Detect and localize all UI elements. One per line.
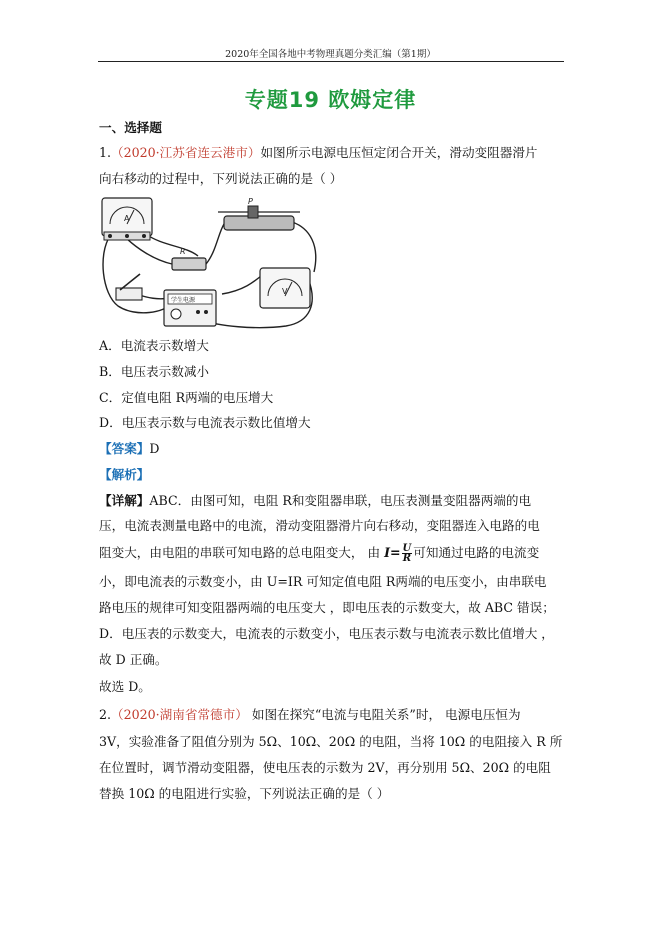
q1-option-b: B．电压表示数减小: [99, 364, 210, 379]
resistor-label: R: [180, 247, 186, 256]
section-heading: 一、选择题: [99, 120, 162, 135]
detail-text-1: ABC．由图可知，电阻 R和变阻器串联，电压表测量变阻器两端的电: [149, 493, 532, 508]
wire-rheostat-right: [292, 222, 316, 272]
answer-value: D: [149, 441, 160, 456]
page-title: 专题19 欧姆定律: [244, 88, 417, 112]
detail-line2: 压，电流表测量电路中的电流，滑动变阻器滑片向右移动，变阻器连入电路的电: [99, 518, 540, 533]
detail-line6: D．电压表的示数变大，电流表的示数变小，电压表示数与电流表示数比值增大 ，: [99, 626, 554, 641]
rheostat-icon: [218, 197, 300, 230]
switch-icon: [116, 274, 142, 300]
detail-line4: 小，即电流表的示数变小，由 U=IR 可知定值电阻 R两端的电压变小，由串联电: [99, 574, 547, 589]
q1-number: 1.: [99, 145, 112, 160]
q2-text-1: 如图在探究“电流与电阻关系”时， 电源电压恒为: [247, 707, 521, 722]
q1-source: （2020·江苏省连云港市）: [111, 145, 261, 160]
analysis-tag: 【解析】: [99, 467, 150, 482]
q1-answer: [99, 439, 159, 458]
voltmeter-label: V: [282, 287, 288, 296]
q1-option-c: C．定值电阻 R两端的电压增大: [99, 390, 274, 405]
q1-option-d: D．电压表示数与电流表示数比值增大: [99, 415, 311, 430]
answer-tag: 【答案】: [99, 441, 150, 456]
wire-ammeter-top: [146, 234, 198, 256]
q2-line4: 替换 10Ω 的电阻进行实验，下列说法正确的是（ ）: [99, 786, 390, 801]
wire-resistor-rheostat: [206, 224, 224, 264]
q1-stem-text: 如图所示电源电压恒定闭合开关，滑动变阻器滑片: [260, 145, 538, 160]
formula-numerator: U: [402, 543, 412, 554]
detail-text-3: 阻变大，由电阻的串联可知电路的总电阻变大， 由: [99, 545, 385, 560]
detail-text-3-tail: 可知通过电路的电流变: [413, 545, 540, 560]
detail-line5: 路电压的规律可知变阻器两端的电压变大 ，即电压表的示数变大，故 ABC 错误；: [99, 600, 555, 615]
running-header: 2020年全国各地中考物理真题分类汇编（第1期）: [225, 49, 436, 60]
detail-line8: 故选 D。: [99, 679, 151, 694]
q1-stem-line2: 向右移动的过程中，下列说法正确的是（ ）: [99, 171, 343, 186]
q2-line2: 3V，实验准备了阻值分别为 5Ω、10Ω、20Ω 的电阻，当将 10Ω 的电阻接入 R 所: [99, 734, 563, 749]
q2-number: 2.: [99, 707, 112, 722]
power-supply-icon: [164, 290, 216, 326]
formula-denominator: R: [402, 553, 412, 564]
q2-source: （2020·湖南省常德市）: [111, 707, 248, 722]
q1-option-a: A．电流表示数增大: [99, 338, 209, 353]
ohm-formula-fraction: [402, 544, 413, 563]
power-supply-label: 学生电源: [171, 297, 196, 304]
detail-line1: [99, 491, 531, 510]
slider-label: P: [248, 197, 253, 206]
detail-tag: 【详解】: [99, 493, 150, 508]
q2-line3: 在位置时，调节滑动变阻器，使电压表的示数为 2V，再分别用 5Ω、20Ω 的电阻: [99, 760, 551, 775]
q2-line1: [99, 705, 521, 724]
detail-line3: [99, 543, 539, 563]
voltmeter-icon: [260, 268, 310, 308]
ammeter-icon: [102, 198, 152, 240]
detail-line7: 故 D 正确。: [99, 652, 168, 667]
q1-stem-line1: [99, 143, 538, 162]
ammeter-label: A: [124, 214, 130, 223]
header-rule: [98, 61, 564, 62]
formula-lhs: I=: [384, 545, 401, 560]
circuit-figure: [96, 194, 326, 334]
